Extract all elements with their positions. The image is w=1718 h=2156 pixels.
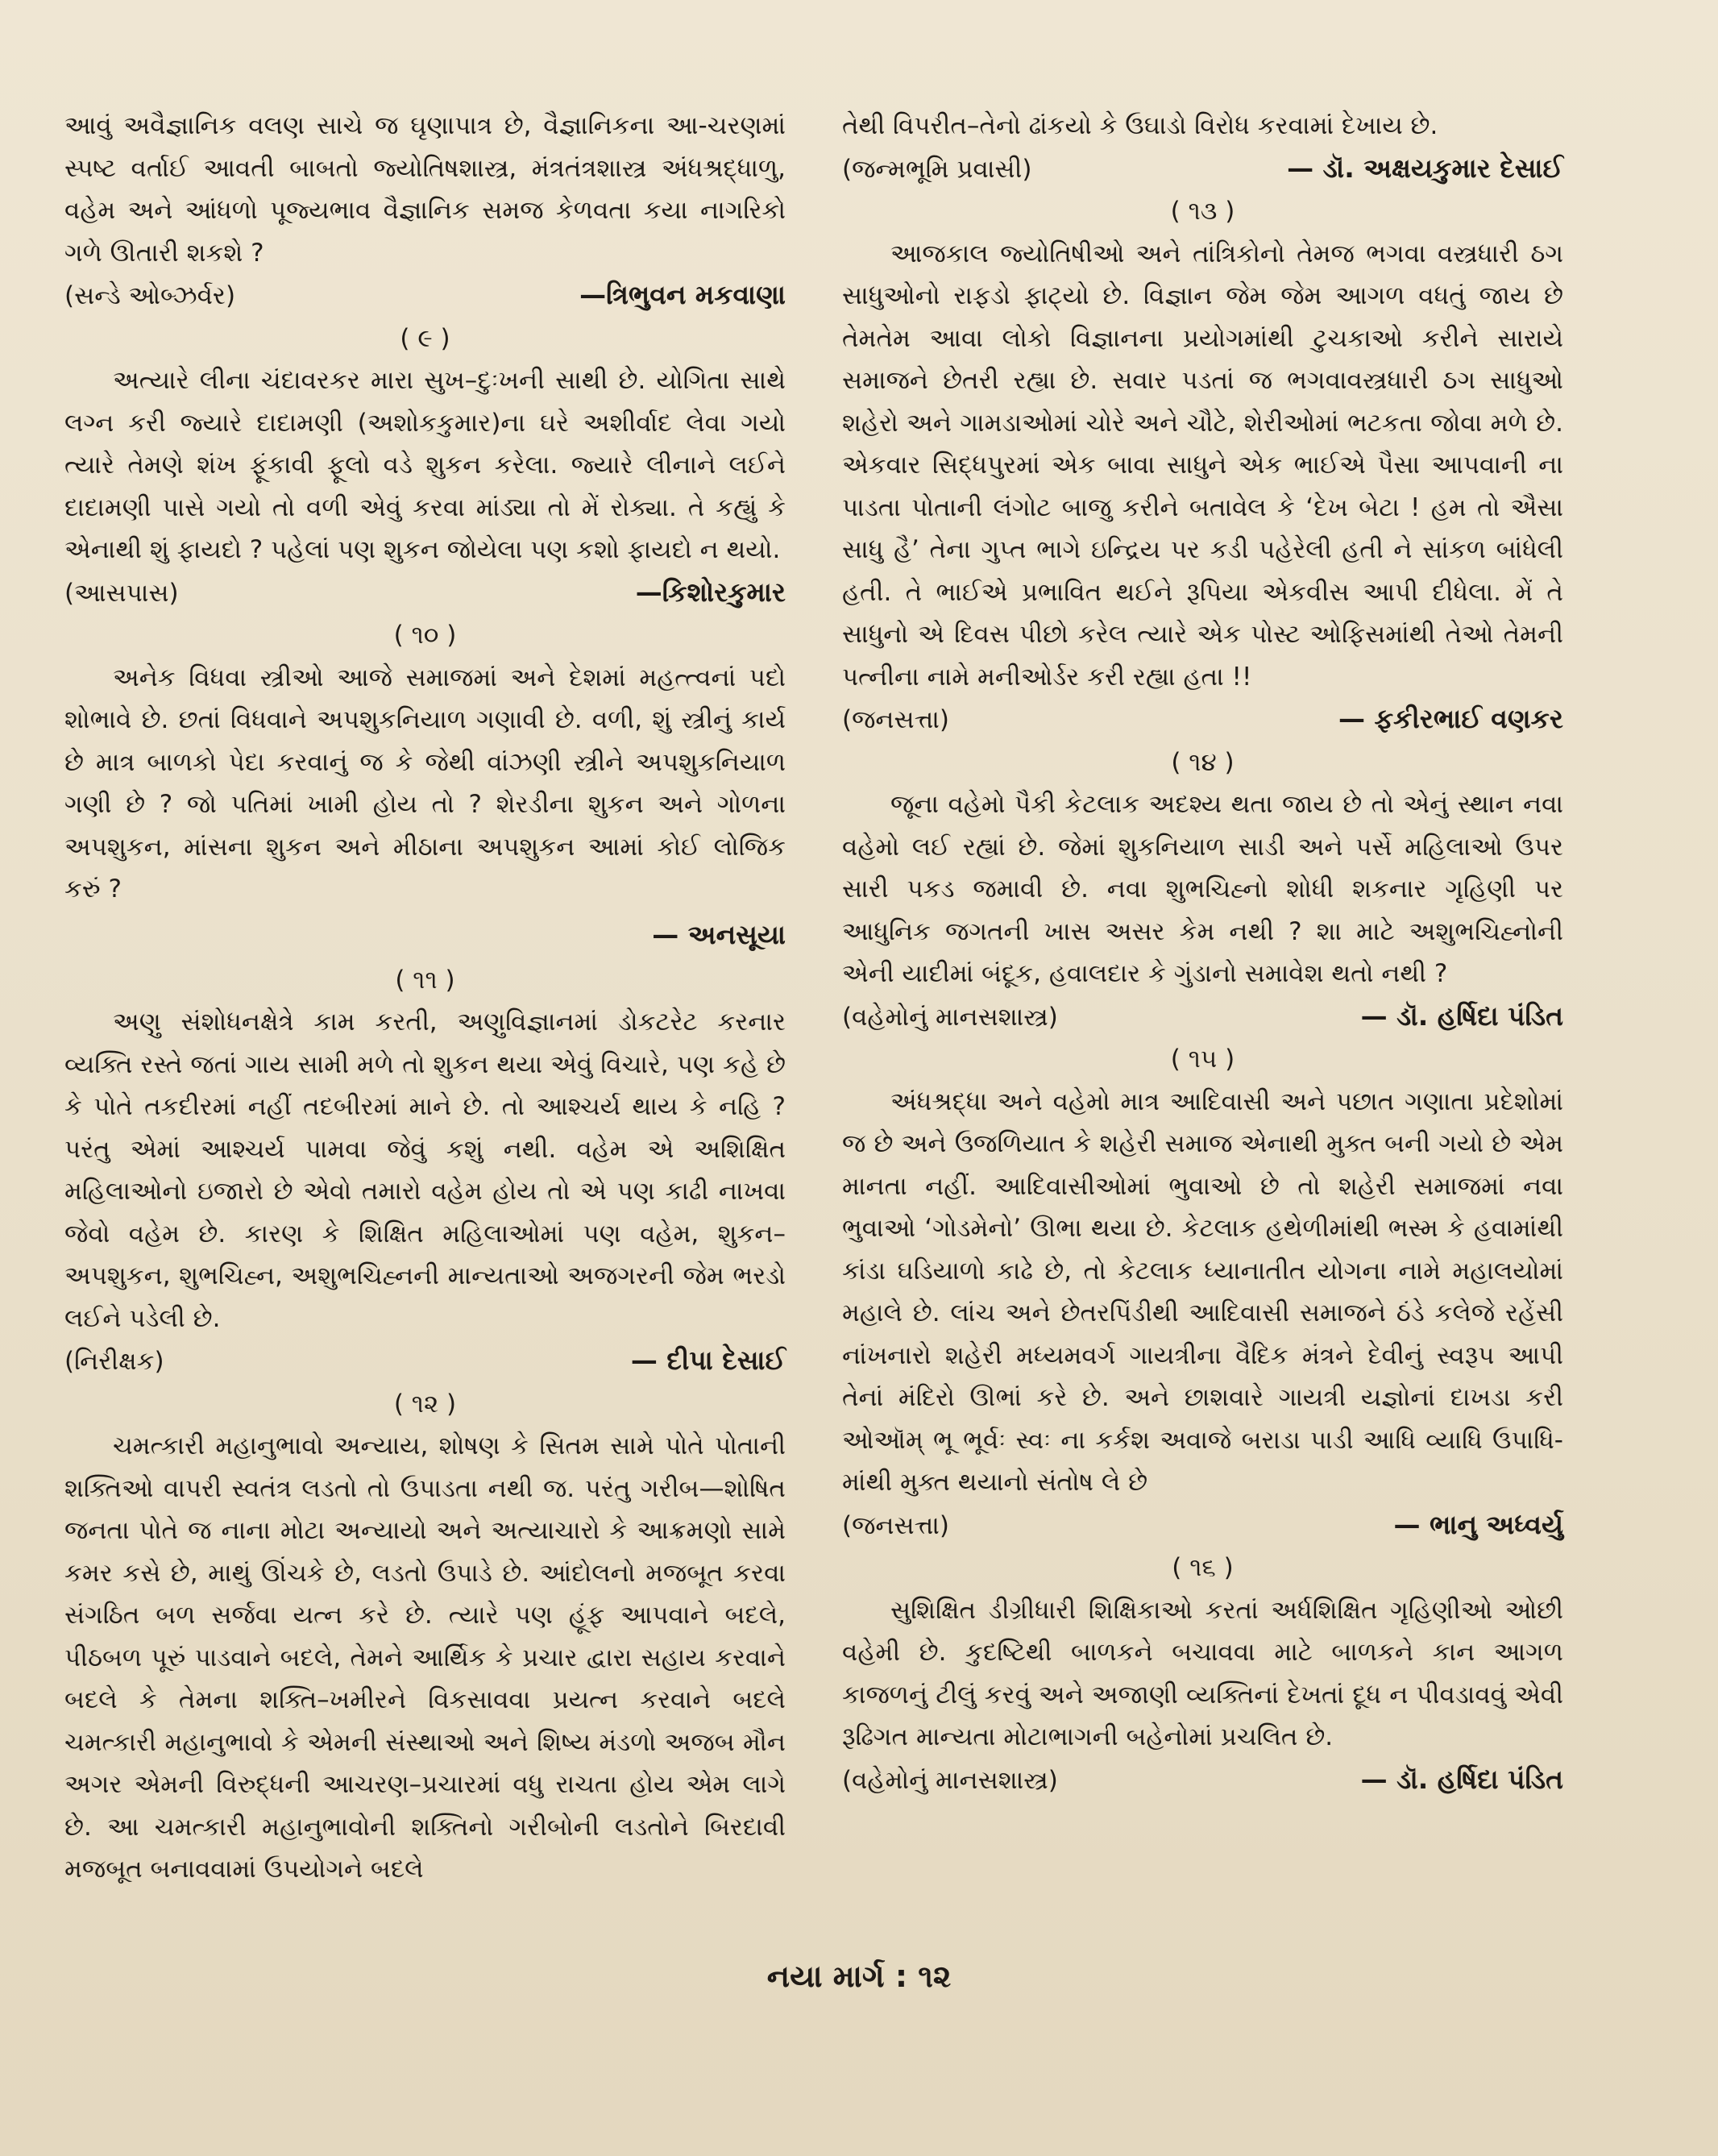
source: (વહેમોનું માનસશાસ્ત્ર) <box>842 1002 1058 1032</box>
section-number-14: ( ૧૪ ) <box>1171 747 1235 777</box>
page-footer: નયા માર્ગ : ૧૨ <box>766 1959 952 1994</box>
paragraph-16: સુશિક્ષિત ડીગ્રીધારી શિક્ષિકાઓ કરતાં અર્ધશિક્ષિત ગૃહિણીઓ ઓછી વહેમી છે. કુદષ્ટિથી બાળકને બચાવવા માટે બાળકને કાન આગળ કાજળનું ટીલું કરવું અને અજાણી વ્યક્તિનાં દેખતાં દૂધ ન પીવડાવવું એવી રૂઢિગત માન્યતા મોટાભાગની બહેનોમાં પ્રચલિત છે. <box>842 1595 1563 1751</box>
attribution-11 <box>64 1340 786 1383</box>
author: — ફકીરભાઈ વણકર <box>1338 703 1563 734</box>
source: (આસપાસ) <box>64 578 179 608</box>
author: — ડૉ. હર્ષિદા પંડિત <box>1360 1763 1563 1795</box>
author: — ભાનુ અધ્વર્યુ <box>1393 1508 1563 1540</box>
author: — દીપા દેસાઈ <box>630 1344 786 1376</box>
attribution-16 <box>842 1759 1563 1802</box>
section-number-16: ( ૧૬ ) <box>1172 1553 1234 1582</box>
paragraph-11: અણુ સંશોધનક્ષેત્રે કામ કરતી, અણુવિજ્ઞાનમાં ડોકટરેટ કરનાર વ્યક્તિ રસ્તે જતાં ગાય સામી મળે તો શુકન થયા એવું વિચારે, પણ કહે છે કે પોતે તકદીરમાં નહીં તદબીરમાં માને છે. તો આશ્ચર્ય થાય કે નહિ ? પરંતુ એમાં આશ્ચર્ય પામવા જેવું કશું નથી. વહેમ એ અશિક્ષિત મહિલાઓનો ઇજારો છે એવો તમારો વહેમ હોય તો એ પણ કાઢી નાખવા જેવો વહેમ છે. કારણ કે શિક્ષિત મહિલાઓમાં પણ વહેમ, શુકન–અપશુકન, શુભચિહ્ન, અશુભચિહ્નની માન્યતાઓ અજગરની જેમ ભરડો લઈને પડેલી છે. <box>64 1007 786 1333</box>
section-number-9: ( ૯ ) <box>400 323 450 353</box>
paragraph-9: અત્યારે લીના ચંદાવરકર મારા સુખ–દુઃખની સાથી છે. યોગિતા સાથે લગ્ન કરી જ્યારે દાદામણી (અશોકકુમાર)ના ઘરે અશીર્વાદ લેવા ગયો ત્યારે તેમણે શંખ ફૂંકાવી ફૂલો વડે શુકન કરેલા. જ્યારે લીનાને લઈને દાદામણી પાસે ગયો તો વળી એવું કરવા માંડ્યા તો મેં રોક્યા. તે કહ્યું કે એનાથી શું ફાયદો ? પહેલાં પણ શુકન જોયેલા પણ કશો ફાયદો ન થયો. <box>64 366 786 564</box>
section-number-13: ( ૧૩ ) <box>1170 197 1235 226</box>
attribution-9 <box>64 571 786 615</box>
left-column <box>64 105 786 1891</box>
section-number-10: ( ૧૦ ) <box>393 621 457 650</box>
author: — ડૉ. અક્ષયકુમાર દેસાઈ <box>1287 152 1563 184</box>
paragraph-8-continued: આવું અવૈજ્ઞાનિક વલણ સાચે જ ઘૃણાપાત્ર છે, વૈજ્ઞાનિકના આ-ચરણમાં સ્પષ્ટ વર્તાઈ આવતી બાબતો જ્યોતિષશાસ્ત્ર, મંત્રતંત્રશાસ્ત્ર અંધશ્રદ્ધાળુ, વહેમ અને આંધળો પૂજ્યભાવ વૈજ્ઞાનિક સમજ કેળવતા કયા નાગરિકો ગળે ઊતારી શકશે ? <box>64 111 786 268</box>
author: —કિશોરકુમાર <box>635 575 786 608</box>
section-number-15: ( ૧૫ ) <box>1170 1045 1235 1074</box>
paragraph-12-continued: તેથી વિપરીત–તેનો ઢાંકયો કે ઉઘાડો વિરોધ કરવામાં દેખાય છે. <box>842 111 1438 140</box>
attribution-8 <box>64 274 786 318</box>
attribution-13 <box>842 698 1563 742</box>
right-column <box>842 105 1563 1801</box>
author: —ત્રિભુવન મકવાણા <box>579 279 786 310</box>
paragraph-13: આજકાલ જ્યોતિષીઓ અને તાંત્રિકોનો તેમજ ભગવા વસ્ત્રધારી ઠગ સાધુઓનો રાફડો ફાટ્યો છે. વિજ્ઞાન જેમ જેમ આગળ વધતું જાય છે તેમતેમ આવા લોકો વિજ્ઞાનના પ્રયોગમાંથી ટુચકાઓ કરીને સારાયે સમાજને છેતરી રહ્યા છે. સવાર પડતાં જ ભગવાવસ્ત્રધારી ઠગ સાધુઓ શહેરો અને ગામડાઓમાં ચોરે અને ચૌટે, શેરીઓમાં ભટકતા જોવા મળે છે. એકવાર સિદ્ધપુરમાં એક બાવા સાધુને એક ભાઈએ પૈસા આપવાની ના પાડતા પોતાની લંગોટ બાજુ કરીને બતાવેલ કે ‘દેખ બેટા ! હમ તો ઐસા સાધુ હૈ’ તેના ગુપ્ત ભાગે ઇન્દ્રિય પર કડી પહેરેલી હતી ને સાંકળ બાંધેલી હતી. તે ભાઈએ પ્રભાવિત થઈને રૂપિયા એકવીસ આપી દીધેલા. મેં તે સાધુનો એ દિવસ પીછો કરેલ ત્યારે એક પોસ્ટ ઓફિસમાંથી તેઓ તેમની પત્નીના નામે મનીઓર્ડર કરી રહ્યા હતા !! <box>842 239 1563 692</box>
section-number-11: ( ૧૧ ) <box>395 965 455 995</box>
paragraph-14: જૂના વહેમો પૈકી કેટલાક અદશ્ય થતા જાય છે તો એનું સ્થાન નવા વહેમો લઈ રહ્યાં છે. જેમાં શુકનિયાળ સાડી અને પર્સે મહિલાઓ ઉપર સારી પકડ જમાવી છે. નવા શુભચિહ્નો શોધી શકનાર ગૃહિણી પર આધુનિક જગતની ખાસ અસર કેમ નથી ? શા માટે અશુભચિહ્નોની એની યાદીમાં બંદૂક, હવાલદાર કે ગુંડાનો સમાવેશ થતો નથી ? <box>842 790 1563 988</box>
attribution-15 <box>842 1504 1563 1547</box>
source: (સન્ડે ઓબ્ઝર્વર) <box>64 281 236 310</box>
source: (નિરીક્ષક) <box>64 1347 164 1376</box>
paragraph-12: ચમત્કારી મહાનુભાવો અન્યાય, શોષણ કે સિતમ સામે પોતે પોતાની શક્તિઓ વાપરી સ્વતંત્ર લડતો તો ઉપાડતા નથી જ. પરંતુ ગરીબ—શોષિત જનતા પોતે જ નાના મોટા અન્યાયો અને અત્યાચારો કે આક્રમણો સામે કમર કસે છે, માથું ઊંચકે છે, લડતો ઉપાડે છે. આંદોલનો મજબૂત કરવા સંગઠિત બળ સર્જવા યત્ન કરે છે. ત્યારે પણ હૂંફ આપવાને બદલે, પીઠબળ પૂરું પાડવાને બદલે, તેમને આર્થિક કે પ્રચાર દ્વારા સહાય કરવાને બદલે કે તેમના શક્તિ–ખમીરને વિકસાવવા પ્રયત્ન કરવાને બદલે ચમત્કારી મહાનુભાવો કે એમની સંસ્થાઓ અને શિષ્ય મંડળો અજબ મૌન અગર એમની વિરુદ્ધની આચરણ–પ્રચારમાં વધુ રાચતા હોય એમ લાગે છે. આ ચમત્કારી મહાનુભાવોની શક્તિનો ગરીબોની લડતોને બિરદાવી મજબૂત બનાવવામાં ઉપયોગને બદલે <box>64 1431 786 1884</box>
section-number-12: ( ૧૨ ) <box>393 1389 457 1419</box>
source: (જનસત્તા) <box>842 1510 949 1540</box>
source: (વહેમોનું માનસશાસ્ત્ર) <box>842 1765 1058 1795</box>
attribution-14 <box>842 995 1563 1039</box>
author-10: — અનસૂયા <box>652 918 786 950</box>
source: (જન્મભૂમિ પ્રવાસી) <box>842 154 1032 184</box>
author: — ડૉ. હર્ષિદા પંડિત <box>1360 999 1563 1032</box>
attribution-12 <box>842 147 1563 191</box>
source: (જનસત્તા) <box>842 705 949 734</box>
paragraph-10: અનેક વિધવા સ્ત્રીઓ આજે સમાજમાં અને દેશમાં મહત્ત્વનાં પદો શોભાવે છે. છતાં વિધવાને અપશુકનિયાળ ગણાવી છે. વળી, શું સ્ત્રીનું કાર્ય છે માત્ર બાળકો પેદા કરવાનું જ કે જેથી વાંઝણી સ્ત્રીને અપશુકનિયાળ ગણી છે ? જો પતિમાં ખામી હોય તો ? શેરડીના શુકન અને ગોળના અપશુકન, માંસના શુકન અને મીઠાના અપશુકન આમાં કોઈ લોજિક કરું ? <box>64 663 786 904</box>
paragraph-15: અંધશ્રદ્ધા અને વહેમો માત્ર આદિવાસી અને પછાત ગણાતા પ્રદેશોમાં જ છે અને ઉજળિયાત કે શહેરી સમાજ એનાથી મુક્ત બની ગયો છે એમ માનતા નહીં. આદિવાસીઓમાં ભુવાઓ છે તો શહેરી સમાજમાં નવા ભુવાઓ ‘ગોડમેનો’ ઊભા થયા છે. કેટલાક હથેળીમાંથી ભસ્મ કે હવામાંથી કાંડા ઘડિયાળો કાઢે છે, તો કેટલાક ધ્યાનાતીત યોગના નામે મહાલયોમાં મહાલે છે. લાંચ અને છેતરપિંડીથી આદિવાસી સમાજને ઠંડે કલેજે રહેંસી નાંખનારો શહેરી મધ્યમવર્ગ ગાયત્રીના વૈદિક મંત્રને દેવીનું સ્વરૂપ આપી તેનાં મંદિરો ઊભાં કરે છે. અને છાશવારે ગાયત્રી યજ્ઞોનાં દાખડા કરી ઓઑમ્ ભૂ ભૂર્વઃ સ્વઃ ના કર્કશ અવાજે બરાડા પાડી આધિ વ્યાધિ ઉપાધિ-માંથી મુક્ત થયાનો સંતોષ લે છે <box>842 1086 1563 1497</box>
